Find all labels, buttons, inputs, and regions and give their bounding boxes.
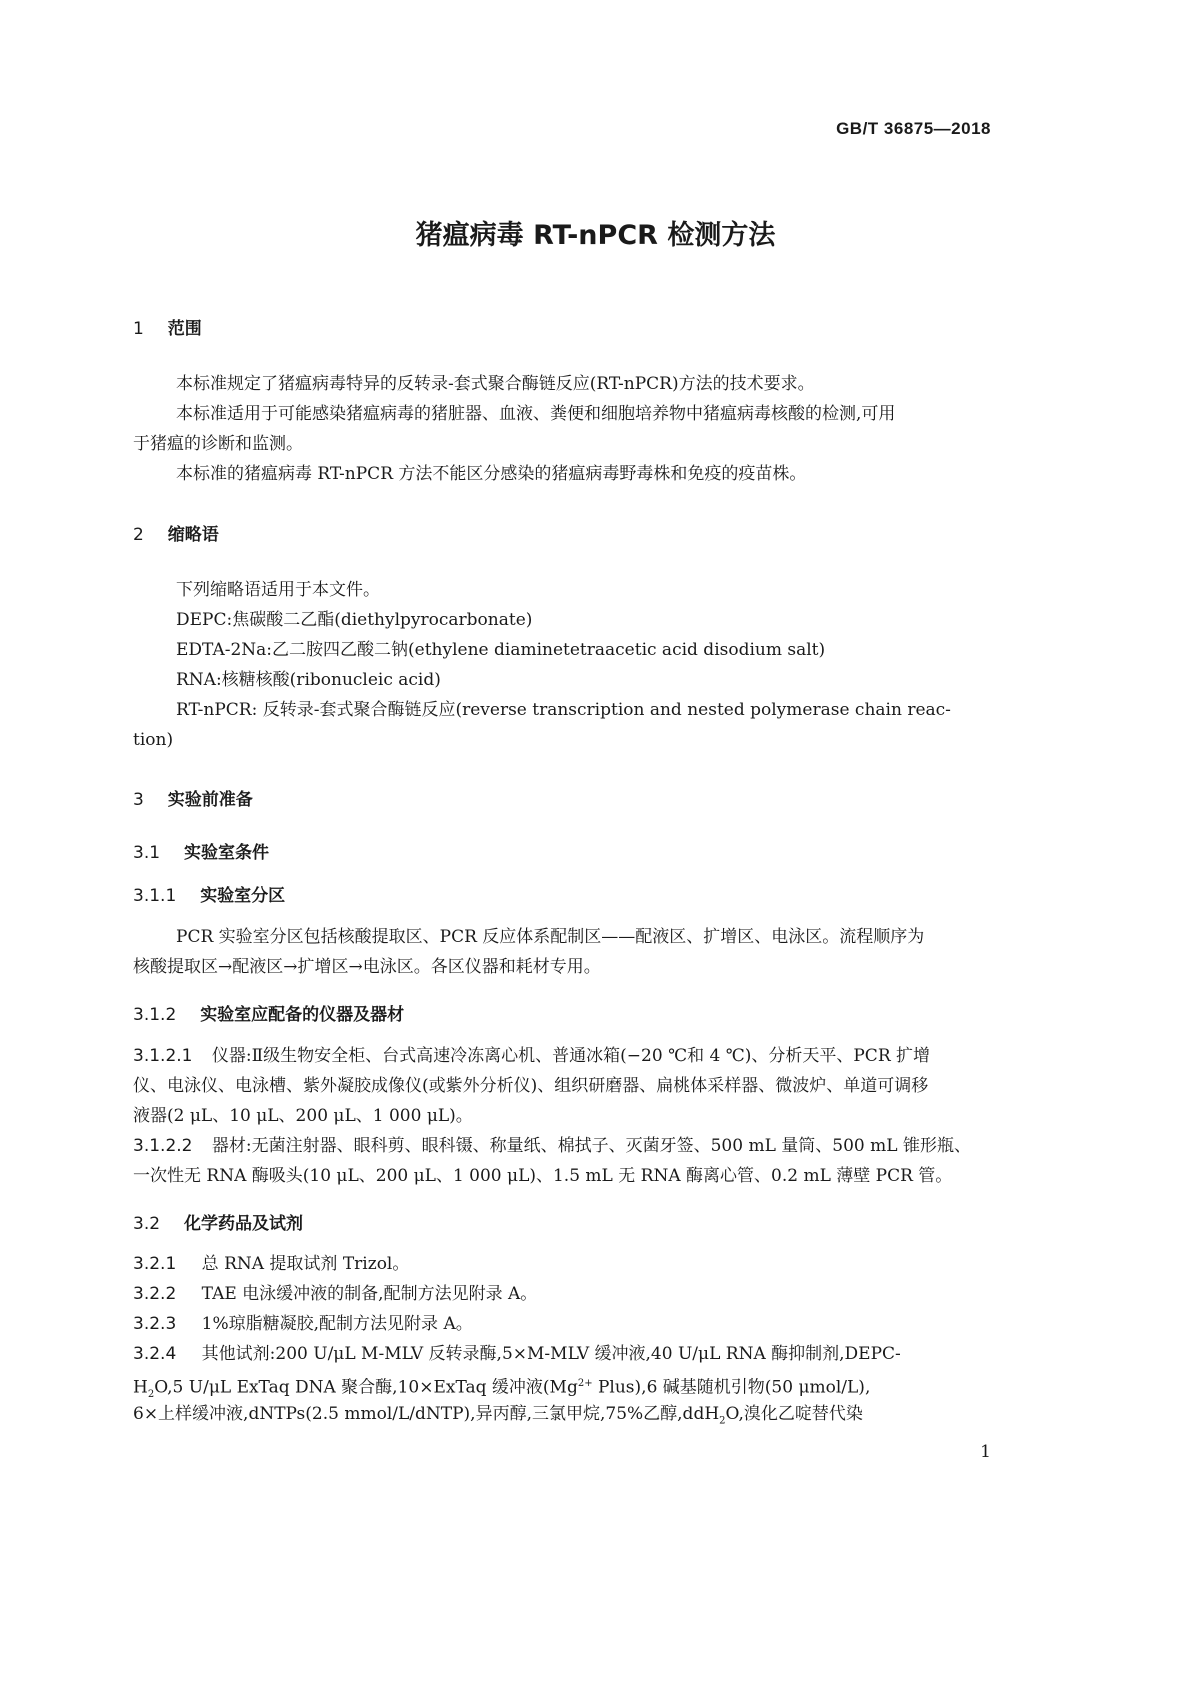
paragraph-continued: [133, 1398, 863, 1437]
section-3-heading: [133, 785, 253, 810]
section-title: 实验室分区: [200, 886, 286, 906]
clause-number: 3.2.2: [133, 1284, 177, 1304]
abbreviation-edta: EDTA-2Na:乙二胺四乙酸二钠(ethylene diaminetetraacetic acid disodium salt): [176, 640, 826, 660]
clause-text: TAE 电泳缓冲液的制备,配制方法见附录 A。: [201, 1284, 538, 1304]
text: Plus),6 碱基随机引物(50 μmol/L),: [592, 1377, 871, 1398]
paragraph: 本标准的猪瘟病毒 RT-nPCR 方法不能区分感染的猪瘟病毒野毒株和免疫的疫苗株。: [176, 464, 807, 484]
paragraph-continued: 核酸提取区→配液区→扩增区→电泳区。各区仪器和耗材专用。: [133, 957, 601, 977]
section-1-heading: [133, 314, 202, 339]
paragraph-continued: 一次性无 RNA 酶吸头(10 μL、200 μL、1 000 μL)、1.5 mL 无 RNA 酶离心管、0.2 mL 薄壁 PCR 管。: [133, 1166, 953, 1186]
clause-text: 器材:无菌注射器、眼科剪、眼科镊、称量纸、棉拭子、灭菌牙签、500 mL 量筒、500 mL 锥形瓶、: [211, 1136, 971, 1156]
clause-number: 3.1.2.1: [133, 1046, 193, 1066]
section-number: 3: [133, 790, 144, 810]
clause-number: 3.2.4: [133, 1344, 177, 1364]
section-3-1-2-heading: [133, 1000, 404, 1025]
text: O,溴化乙啶替代染: [725, 1404, 863, 1424]
section-title: 范围: [167, 319, 202, 339]
clause-number: 3.2.3: [133, 1314, 177, 1334]
clause-3-1-2-2: [133, 1130, 971, 1162]
paragraph-continued: 仪、电泳仪、电泳槽、紫外凝胶成像仪(或紫外分析仪)、组织研磨器、扁桃体采样器、微波炉、单道可调移: [133, 1076, 929, 1096]
paragraph: 下列缩略语适用于本文件。: [176, 580, 380, 600]
clause-text: 其他试剂:200 U/μL M-MLV 反转录酶,5×M-MLV 缓冲液,40 U/μL RNA 酶抑制剂,DEPC-: [201, 1344, 901, 1364]
section-number: 3.1.2: [133, 1005, 177, 1025]
clause-text: 1%琼脂糖凝胶,配制方法见附录 A。: [201, 1314, 473, 1334]
clause-3-2-4: [133, 1338, 901, 1370]
section-number: 2: [133, 525, 144, 545]
paragraph: 本标准规定了猪瘟病毒特异的反转录-套式聚合酶链反应(RT-nPCR)方法的技术要求。: [176, 374, 815, 394]
section-3-1-heading: [133, 838, 269, 863]
abbreviation-rt-npcr: RT-nPCR: 反转录-套式聚合酶链反应(reverse transcription and nested polymerase chain reac-: [176, 700, 951, 720]
section-title: 化学药品及试剂: [183, 1214, 303, 1234]
section-number: 1: [133, 319, 144, 339]
section-number: 3.1: [133, 843, 161, 863]
subscript: 2: [147, 1389, 155, 1401]
paragraph-continued: 液器(2 μL、10 μL、200 μL、1 000 μL)。: [133, 1106, 473, 1126]
clause-3-2-3: [133, 1308, 473, 1340]
text: H: [133, 1377, 148, 1398]
page-number: 1: [980, 1442, 991, 1462]
page-title: 猪瘟病毒 RT-nPCR 检测方法: [415, 220, 776, 251]
paragraph-continued: 于猪瘟的诊断和监测。: [133, 434, 303, 454]
clause-number: 3.2.1: [133, 1254, 177, 1274]
abbreviation-rna: RNA:核糖核酸(ribonucleic acid): [176, 670, 441, 690]
clause-number: 3.1.2.2: [133, 1136, 193, 1156]
section-title: 缩略语: [167, 525, 219, 545]
paragraph: PCR 实验室分区包括核酸提取区、PCR 反应体系配制区——配液区、扩增区、电泳区。流程顺序为: [176, 927, 925, 947]
clause-3-2-1: [133, 1248, 409, 1280]
clause-text: 仪器:Ⅱ级生物安全柜、台式高速冷冻离心机、普通冰箱(−20 ℃和 4 ℃)、分析天平、PCR 扩增: [211, 1046, 931, 1066]
abbreviation-depc: DEPC:焦碳酸二乙酯(diethylpyrocarbonate): [176, 610, 533, 630]
section-title: 实验室应配备的仪器及器材: [200, 1005, 405, 1025]
clause-3-1-2-1: [133, 1040, 930, 1072]
section-2-heading: [133, 520, 219, 545]
standard-number: GB/T 36875—2018: [836, 119, 991, 138]
section-number: 3.2: [133, 1214, 161, 1234]
section-3-2-heading: [133, 1209, 303, 1234]
paragraph-continued: tion): [133, 730, 174, 750]
text: O,5 U/μL ExTaq DNA 聚合酶,10×ExTaq 缓冲液(Mg: [154, 1377, 578, 1398]
section-title: 实验前准备: [167, 790, 253, 810]
clause-text: 总 RNA 提取试剂 Trizol。: [201, 1254, 410, 1274]
superscript: 2+: [577, 1378, 593, 1389]
section-number: 3.1.1: [133, 886, 177, 906]
text: 6×上样缓冲液,dNTPs(2.5 mmol/L/dNTP),异丙醇,三氯甲烷,75%乙醇,ddH: [133, 1404, 720, 1424]
clause-3-2-2: [133, 1278, 537, 1310]
paragraph: 本标准适用于可能感染猪瘟病毒的猪脏器、血液、粪便和细胞培养物中猪瘟病毒核酸的检测,可用: [176, 404, 896, 424]
section-title: 实验室条件: [183, 843, 269, 863]
subscript: 2: [719, 1415, 726, 1427]
section-3-1-1-heading: [133, 881, 285, 906]
